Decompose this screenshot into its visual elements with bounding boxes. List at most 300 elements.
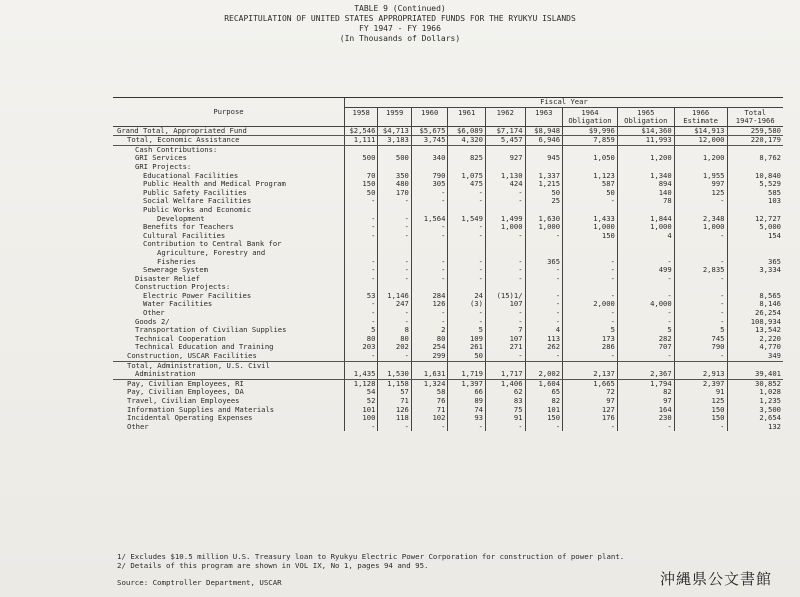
value-cell (727, 283, 783, 292)
value-cell: $9,996 (563, 126, 618, 136)
table-row (113, 318, 783, 327)
value-cell (727, 206, 783, 215)
value-cell: - (617, 258, 674, 267)
column-header: 1959 (378, 107, 411, 126)
value-cell: 500 (344, 154, 377, 163)
column-header: 1965 Obligation (617, 107, 674, 126)
value-cell: 259,580 (727, 126, 783, 136)
value-cell: - (674, 352, 727, 361)
value-cell: 1,499 (485, 215, 525, 224)
value-cell: 203 (344, 343, 377, 352)
value-cell: 5 (563, 326, 618, 335)
value-cell: - (485, 309, 525, 318)
value-cell: 89 (448, 397, 486, 406)
value-cell: 1,123 (563, 172, 618, 181)
value-cell: - (378, 258, 411, 267)
value-cell (727, 163, 783, 172)
value-cell (344, 361, 377, 370)
value-cell: 74 (448, 406, 486, 415)
value-cell: - (617, 309, 674, 318)
value-cell: 202 (378, 343, 411, 352)
value-cell: 1,719 (448, 370, 486, 379)
value-cell: 113 (525, 335, 563, 344)
column-header: 1962 (485, 107, 525, 126)
value-cell: 4,320 (448, 136, 486, 146)
value-cell: - (448, 232, 486, 241)
footnote-1: 1/ Excludes $10.5 million U.S. Treasury loan to Ryukyu Electric Power Corporation for construction of power plant. (117, 552, 625, 561)
value-cell: 164 (617, 406, 674, 415)
value-cell: 707 (617, 343, 674, 352)
value-cell: - (525, 292, 563, 301)
value-cell: 790 (411, 172, 448, 181)
purpose-cell: Contribution to Central Bank for (143, 240, 282, 249)
value-cell: - (411, 318, 448, 327)
value-cell (525, 163, 563, 172)
purpose-cell: Development (157, 214, 205, 223)
value-cell: $2,546 (344, 126, 377, 136)
value-cell: - (378, 423, 411, 432)
value-cell: 247 (378, 300, 411, 309)
value-cell: 1,631 (411, 370, 448, 379)
value-cell: 76 (411, 397, 448, 406)
value-cell (344, 283, 377, 292)
value-cell: 4 (617, 232, 674, 241)
purpose-cell: Grand Total, Appropriated Fund (113, 126, 344, 136)
value-cell: 100 (344, 414, 377, 423)
purpose-cell: Social Welfare Facilities (143, 197, 252, 206)
value-cell: - (411, 423, 448, 432)
value-cell: 12,727 (727, 215, 783, 224)
purpose-cell: Educational Facilities (143, 171, 239, 180)
value-cell (411, 249, 448, 258)
table-row (113, 136, 783, 146)
purpose-cell: Technical Education and Training (135, 343, 274, 352)
value-cell: 4,770 (727, 343, 783, 352)
purpose-cell: Pay, Civilian Employees, DA (127, 388, 244, 397)
value-cell: 1,844 (617, 215, 674, 224)
value-cell: $14,913 (674, 126, 727, 136)
value-cell: 1,111 (344, 136, 377, 146)
value-cell: 8,565 (727, 292, 783, 301)
value-cell: 140 (617, 189, 674, 198)
value-cell: - (525, 309, 563, 318)
value-cell: 286 (563, 343, 618, 352)
value-cell: 1,337 (525, 172, 563, 181)
purpose-cell: Agriculture, Forestry and (157, 248, 266, 257)
value-cell (378, 163, 411, 172)
purpose-cell: Sewerage System (143, 266, 208, 275)
value-cell: $14,360 (617, 126, 674, 136)
value-cell: 54 (344, 388, 377, 397)
table-row (113, 309, 783, 318)
fiscal-year-header: Fiscal Year (344, 98, 783, 108)
value-cell: - (378, 352, 411, 361)
purpose-cell: Pay, Civilian Employees, RI (127, 379, 244, 388)
table-row (113, 154, 783, 163)
value-cell: 5,000 (727, 223, 783, 232)
value-cell: 8 (378, 326, 411, 335)
value-cell (563, 249, 618, 258)
value-cell: 261 (448, 343, 486, 352)
purpose-cell: Construction, USCAR Facilities (113, 352, 344, 361)
value-cell (411, 240, 448, 249)
value-cell: 1,000 (485, 223, 525, 232)
value-cell: 349 (727, 352, 783, 361)
value-cell (727, 249, 783, 258)
value-cell: 150 (674, 414, 727, 423)
value-cell: 102 (411, 414, 448, 423)
value-cell: 5 (674, 326, 727, 335)
table-row (113, 266, 783, 275)
value-cell: - (617, 275, 674, 284)
table-row (113, 180, 783, 189)
value-cell: - (344, 232, 377, 241)
table-row (113, 343, 783, 352)
value-cell: 66 (448, 388, 486, 397)
value-cell: 1,340 (617, 172, 674, 181)
value-cell: - (674, 258, 727, 267)
value-cell (617, 240, 674, 249)
value-cell: - (411, 275, 448, 284)
purpose-cell: Electric Power Facilities (143, 291, 252, 300)
value-cell: 30,852 (727, 379, 783, 388)
value-cell: 305 (411, 180, 448, 189)
table-row (113, 258, 783, 267)
value-cell (411, 361, 448, 370)
table-row (113, 335, 783, 344)
value-cell: 10,840 (727, 172, 783, 181)
purpose-cell: Benefits for Teachers (143, 223, 234, 232)
purpose-cell: Administration (113, 370, 344, 379)
value-cell: - (411, 197, 448, 206)
value-cell: 11,993 (617, 136, 674, 146)
value-cell: 1,000 (563, 223, 618, 232)
value-cell: 1,215 (525, 180, 563, 189)
value-cell (563, 206, 618, 215)
column-header: 1966 Estimate (674, 107, 727, 126)
value-cell: - (485, 352, 525, 361)
value-cell: 340 (411, 154, 448, 163)
value-cell: 1,433 (563, 215, 618, 224)
value-cell (344, 145, 377, 154)
value-cell: 127 (563, 406, 618, 415)
value-cell (485, 163, 525, 172)
table-row (113, 249, 783, 258)
table-row (113, 361, 783, 370)
value-cell: 1,397 (448, 379, 486, 388)
value-cell: 2 (411, 326, 448, 335)
value-cell: 1,324 (411, 379, 448, 388)
purpose-cell: Total, Economic Assistance (113, 136, 344, 146)
value-cell: 365 (727, 258, 783, 267)
value-cell: 1,665 (563, 379, 618, 388)
value-cell: - (563, 266, 618, 275)
value-cell: 132 (727, 423, 783, 432)
value-cell: - (485, 197, 525, 206)
value-cell (448, 163, 486, 172)
value-cell: 118 (378, 414, 411, 423)
value-cell (448, 206, 486, 215)
value-cell: - (344, 197, 377, 206)
value-cell: - (563, 292, 618, 301)
value-cell: 1,128 (344, 379, 377, 388)
value-cell: 299 (411, 352, 448, 361)
value-cell: - (411, 258, 448, 267)
purpose-cell: Public Works and Economic (143, 205, 252, 214)
table-row (113, 423, 783, 432)
purpose-cell: Construction Projects: (135, 283, 231, 292)
value-cell: 50 (344, 189, 377, 198)
value-cell: 1,604 (525, 379, 563, 388)
value-cell: - (378, 197, 411, 206)
purpose-cell: Cultural Facilities (143, 231, 226, 240)
value-cell: 945 (525, 154, 563, 163)
value-cell (617, 283, 674, 292)
table-row (113, 370, 783, 379)
value-cell (485, 361, 525, 370)
value-cell: - (563, 309, 618, 318)
value-cell: 154 (727, 232, 783, 241)
table-row (113, 275, 783, 284)
value-cell (378, 361, 411, 370)
value-cell: 78 (617, 197, 674, 206)
value-cell: 8,146 (727, 300, 783, 309)
value-cell: 587 (563, 180, 618, 189)
value-cell: 150 (344, 180, 377, 189)
value-cell: - (485, 275, 525, 284)
value-cell: - (563, 258, 618, 267)
table-row (113, 406, 783, 415)
value-cell: 220,179 (727, 136, 783, 146)
value-cell: 72 (563, 388, 618, 397)
value-cell: 1,955 (674, 172, 727, 181)
value-cell: - (344, 258, 377, 267)
purpose-cell: Public Health and Medical Program (143, 180, 286, 189)
value-cell: 230 (617, 414, 674, 423)
value-cell: - (563, 352, 618, 361)
value-cell: $5,675 (411, 126, 448, 136)
table-row (113, 145, 783, 154)
value-cell (674, 361, 727, 370)
table-row (113, 189, 783, 198)
value-cell: 2,348 (674, 215, 727, 224)
value-cell: 125 (674, 189, 727, 198)
value-cell: - (344, 300, 377, 309)
value-cell: 3,500 (727, 406, 783, 415)
value-cell: - (344, 215, 377, 224)
value-cell (563, 163, 618, 172)
value-cell: - (378, 223, 411, 232)
value-cell: - (674, 423, 727, 432)
value-cell: 1,075 (448, 172, 486, 181)
value-cell: 262 (525, 343, 563, 352)
value-cell: - (674, 197, 727, 206)
source-note: Source: Comptroller Department, USCAR (117, 578, 282, 587)
value-cell (674, 145, 727, 154)
value-cell: 997 (674, 180, 727, 189)
value-cell: 4 (525, 326, 563, 335)
value-cell: 4,000 (617, 300, 674, 309)
value-cell: 107 (485, 335, 525, 344)
value-cell: 475 (448, 180, 486, 189)
value-cell: - (448, 275, 486, 284)
value-cell: - (378, 275, 411, 284)
value-cell: - (344, 318, 377, 327)
table-row (113, 232, 783, 241)
value-cell (485, 249, 525, 258)
value-cell: - (485, 318, 525, 327)
value-cell (378, 206, 411, 215)
value-cell: - (378, 266, 411, 275)
value-cell: 3,183 (378, 136, 411, 146)
table-row (113, 388, 783, 397)
purpose-cell: Fisheries (157, 257, 196, 266)
purpose-cell: Transportation of Civilian Supplies (135, 326, 287, 335)
purpose-cell: Technical Cooperation (135, 334, 226, 343)
value-cell: 82 (525, 397, 563, 406)
value-cell (617, 361, 674, 370)
value-cell: 150 (525, 414, 563, 423)
value-cell: - (525, 300, 563, 309)
value-cell: 254 (411, 343, 448, 352)
value-cell: 365 (525, 258, 563, 267)
value-cell: 500 (378, 154, 411, 163)
value-cell: 7 (485, 326, 525, 335)
value-cell (563, 361, 618, 370)
value-cell (525, 283, 563, 292)
value-cell (525, 240, 563, 249)
value-cell: $6,089 (448, 126, 486, 136)
value-cell (448, 283, 486, 292)
value-cell: 1,000 (525, 223, 563, 232)
value-cell: - (525, 266, 563, 275)
purpose-cell: Water Facilities (143, 300, 213, 309)
value-cell: 80 (411, 335, 448, 344)
value-cell: 894 (617, 180, 674, 189)
value-cell: 499 (617, 266, 674, 275)
value-cell: 1,000 (674, 223, 727, 232)
column-header: 1963 (525, 107, 563, 126)
value-cell: 58 (411, 388, 448, 397)
value-cell (411, 145, 448, 154)
value-cell: - (674, 318, 727, 327)
value-cell: 424 (485, 180, 525, 189)
value-cell: 927 (485, 154, 525, 163)
value-cell (448, 361, 486, 370)
table-row (113, 197, 783, 206)
value-cell: 2,000 (563, 300, 618, 309)
value-cell (344, 240, 377, 249)
value-cell: 2,397 (674, 379, 727, 388)
value-cell: 109 (448, 335, 486, 344)
value-cell: $8,948 (525, 126, 563, 136)
value-cell: - (563, 275, 618, 284)
value-cell (485, 145, 525, 154)
value-cell (485, 206, 525, 215)
value-cell: 26,254 (727, 309, 783, 318)
value-cell: - (411, 189, 448, 198)
value-cell: - (617, 423, 674, 432)
value-cell: 585 (727, 189, 783, 198)
value-cell: 103 (727, 197, 783, 206)
value-cell (674, 249, 727, 258)
value-cell: 5 (617, 326, 674, 335)
value-cell: 1,200 (674, 154, 727, 163)
value-cell: 82 (617, 388, 674, 397)
fiscal-range: FY 1947 - FY 1966 (359, 24, 441, 33)
table-row (113, 300, 783, 309)
value-cell: - (448, 197, 486, 206)
value-cell: 101 (525, 406, 563, 415)
value-cell: - (525, 352, 563, 361)
value-cell: 50 (525, 189, 563, 198)
value-cell: - (378, 232, 411, 241)
value-cell: - (344, 423, 377, 432)
value-cell: - (525, 423, 563, 432)
table-row (113, 126, 783, 136)
value-cell: - (485, 232, 525, 241)
value-cell (525, 206, 563, 215)
value-cell (344, 249, 377, 258)
value-cell: - (448, 258, 486, 267)
value-cell (674, 283, 727, 292)
value-cell: 480 (378, 180, 411, 189)
purpose-cell: Public Safety Facilities (143, 188, 247, 197)
value-cell: 745 (674, 335, 727, 344)
value-cell (563, 240, 618, 249)
purpose-cell: GRI Projects: (135, 162, 192, 171)
value-cell: 50 (563, 189, 618, 198)
value-cell: 284 (411, 292, 448, 301)
value-cell: - (674, 292, 727, 301)
value-cell: 1,130 (485, 172, 525, 181)
value-cell: - (344, 223, 377, 232)
value-cell: 282 (617, 335, 674, 344)
value-cell: 25 (525, 197, 563, 206)
value-cell: (3) (448, 300, 486, 309)
value-cell: 62 (485, 388, 525, 397)
table-row (113, 397, 783, 406)
table-number: TABLE 9 (Continued) (354, 4, 446, 13)
value-cell: - (411, 266, 448, 275)
value-cell: 1,717 (485, 370, 525, 379)
purpose-cell: Disaster Relief (135, 274, 200, 283)
value-cell (448, 249, 486, 258)
purpose-cell: Incidental Operating Expenses (127, 414, 253, 423)
value-cell: 1,549 (448, 215, 486, 224)
value-cell: 1,235 (727, 397, 783, 406)
value-cell: - (411, 232, 448, 241)
value-cell: - (448, 318, 486, 327)
value-cell (525, 361, 563, 370)
document-title: RECAPITULATION OF UNITED STATES APPROPRIATED FUNDS FOR THE RYUKYU ISLANDS (224, 14, 576, 23)
value-cell: 107 (485, 300, 525, 309)
value-cell (525, 249, 563, 258)
value-cell: - (448, 266, 486, 275)
value-cell: 1,050 (563, 154, 618, 163)
value-cell: 176 (563, 414, 618, 423)
table-row (113, 240, 783, 249)
purpose-cell: GRI Services (135, 154, 187, 163)
value-cell: 80 (344, 335, 377, 344)
value-cell: 2,367 (617, 370, 674, 379)
value-cell: 2,654 (727, 414, 783, 423)
value-cell (378, 145, 411, 154)
value-cell: 75 (485, 406, 525, 415)
value-cell: - (563, 318, 618, 327)
purpose-cell: Other (143, 309, 165, 318)
value-cell (485, 283, 525, 292)
